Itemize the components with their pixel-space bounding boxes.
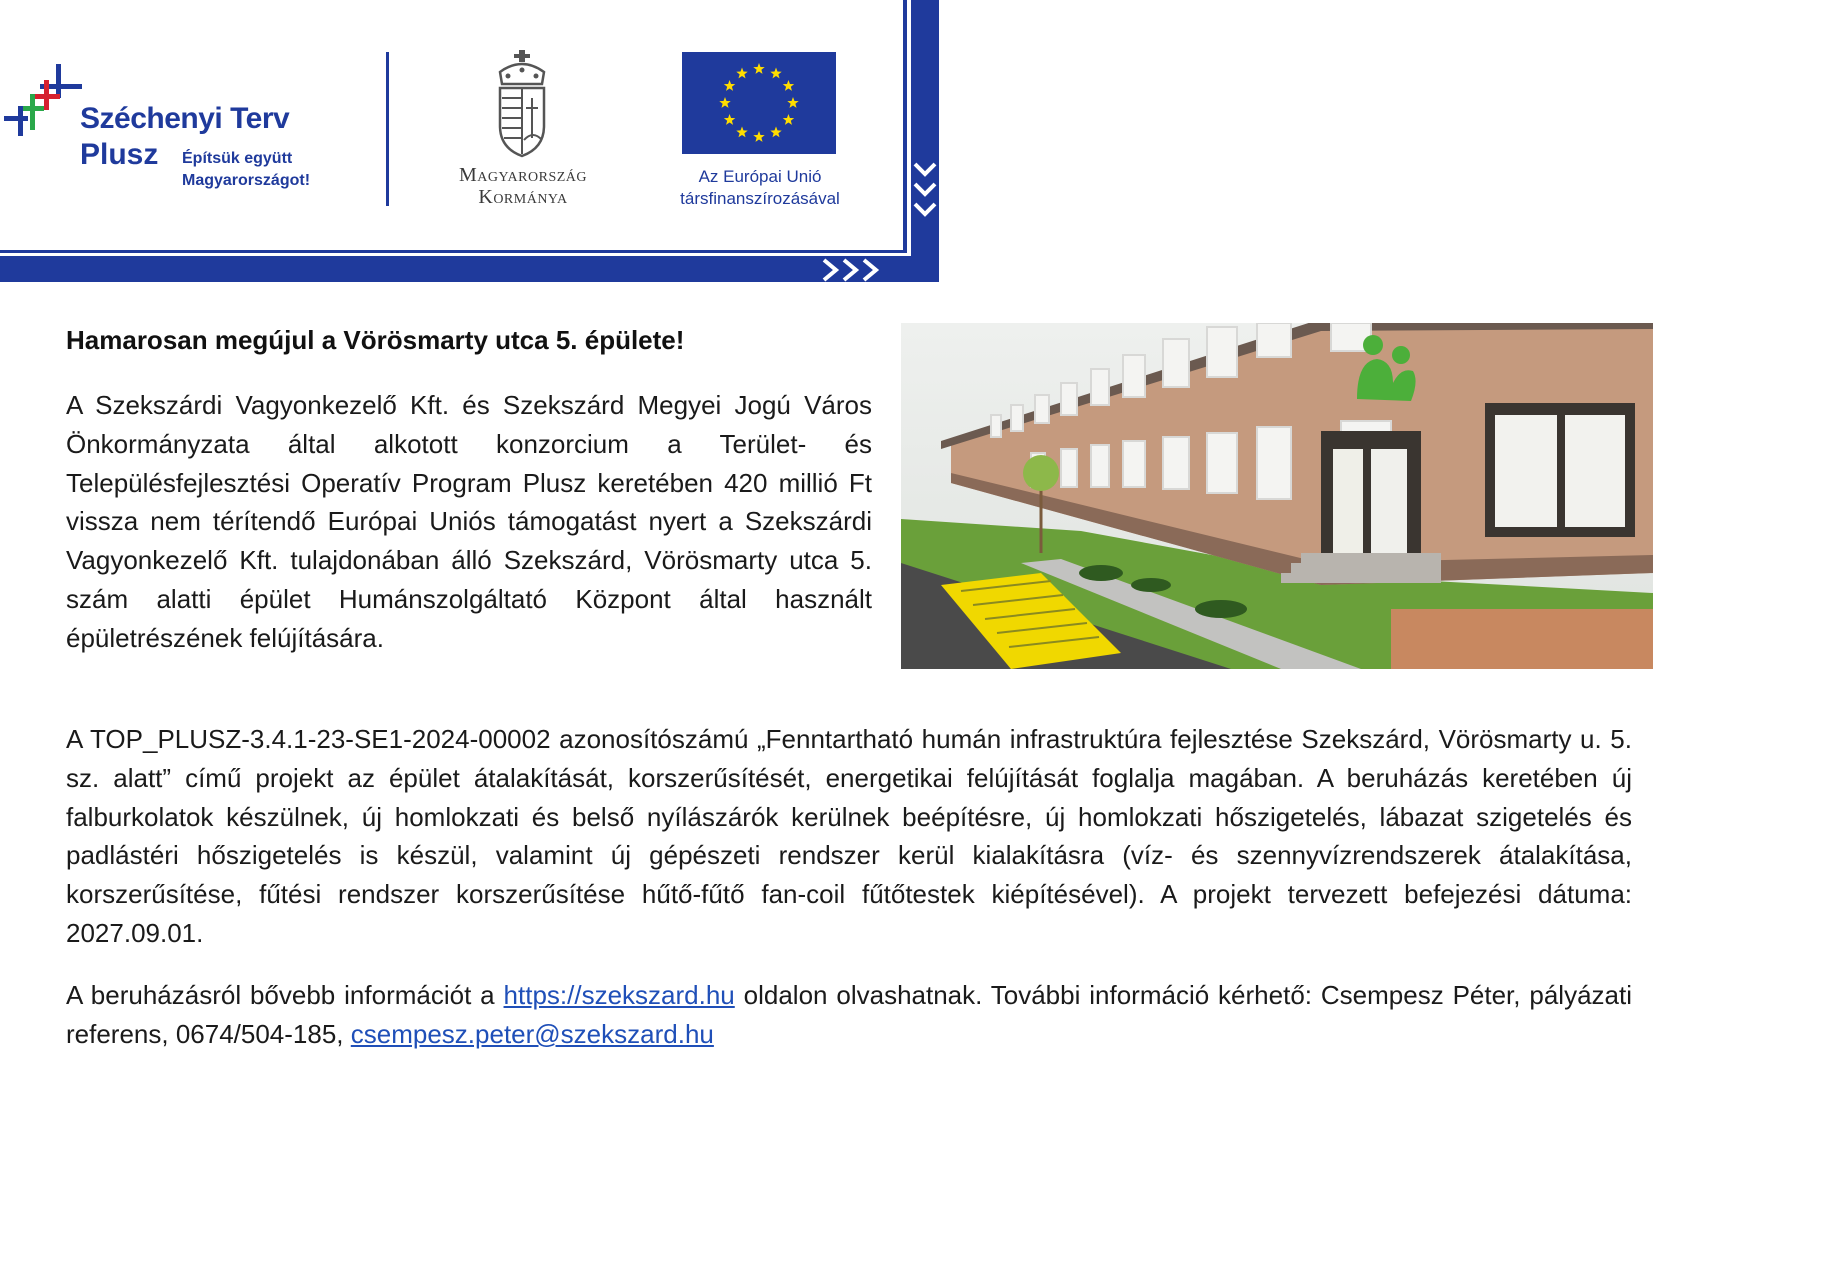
- article-paragraph-2: A TOP_PLUSZ-3.4.1-23-SE1-2024-00002 azonosítószámú „Fenntartható humán infrastruktúra fejlesztése Szekszárd, Vörösmarty u. 5. sz. alatt” című projekt az épület átalakítását, korszerűsítését, energetikai felújítását foglalja magában. A beruházás keretében új falburkolatok készülnek, új homlokzati és belső nyílászárók kerülnek beépítésre, új homlokzati hőszigetelés, lábazat szigetelés és padlástéri hőszigetelés is készül, valamint új gépészeti rendszer kerül kialakításra (víz- és szennyvízrendszerek átalakítása, korszerűsítése, fűtési rendszer korszerűsítése hűtő-fűtő fan-coil fűtőtestek kiépítésével). A projekt tervezett befejezési dátuma: 2027.09.01.: [66, 724, 1632, 948]
- eu-star: [753, 63, 764, 74]
- eu-star: [724, 114, 735, 125]
- website-link[interactable]: https://szekszard.hu: [503, 980, 735, 1010]
- eu-star: [783, 80, 794, 91]
- chevron-down-icon: [913, 160, 937, 230]
- eu-star: [736, 126, 747, 137]
- szechenyi-cross-icon: [4, 64, 84, 144]
- building-rendering-image: [901, 323, 1653, 669]
- szechenyi-title: Széchenyi Terv: [80, 102, 290, 135]
- article-paragraph-3: A beruházásról bővebb információt a https://szekszard.hu oldalon olvashatnak. További információ kérhető: Csempesz Péter, pályázati referens, 0674/504-185, csempesz.peter@szekszard.hu: [66, 980, 1632, 1049]
- email-link[interactable]: csempesz.peter@szekszard.hu: [350, 1018, 714, 1049]
- article-paragraph-1: A Szekszárdi Vagyonkezelő Kft. és Szekszárd Megyei Jogú Város Önkormányzata által alkotott konzorcium a Terület- és Településfejlesztési Operatív Program Plusz keretében 420 millió Ft vissza nem térítendő Európai Uniós támogatást nyert a Szekszárdi Vagyonkezelő Kft. tulajdonában álló Szekszárd, Vörösmarty utca 5. szám alatti épület Humánszolgáltató Központ által használt épületrészének felújítására.: [66, 390, 872, 653]
- eu-flag: [682, 52, 836, 154]
- eu-star: [724, 80, 735, 91]
- eu-star: [736, 68, 747, 79]
- eu-stars-icon: [682, 52, 836, 154]
- eu-label: Az Európai Unió társfinanszírozásával: [680, 167, 840, 208]
- article-title: Hamarosan megújul a Vörösmarty utca 5. épülete!: [66, 325, 685, 355]
- eu-star: [783, 114, 794, 125]
- logo-divider: [386, 52, 389, 206]
- szechenyi-slogan: Építsük együtt Magyarországot!: [182, 150, 311, 189]
- eu-star: [787, 97, 798, 108]
- eu-star: [719, 97, 730, 108]
- eu-star: [770, 126, 781, 137]
- eu-star: [770, 68, 781, 79]
- eu-star: [753, 131, 764, 142]
- government-label: Magyarország Kormánya: [458, 164, 588, 208]
- coat-of-arms-icon: [494, 50, 550, 158]
- szechenyi-plus: Plusz: [80, 138, 159, 171]
- chevron-right-icon: [820, 258, 892, 282]
